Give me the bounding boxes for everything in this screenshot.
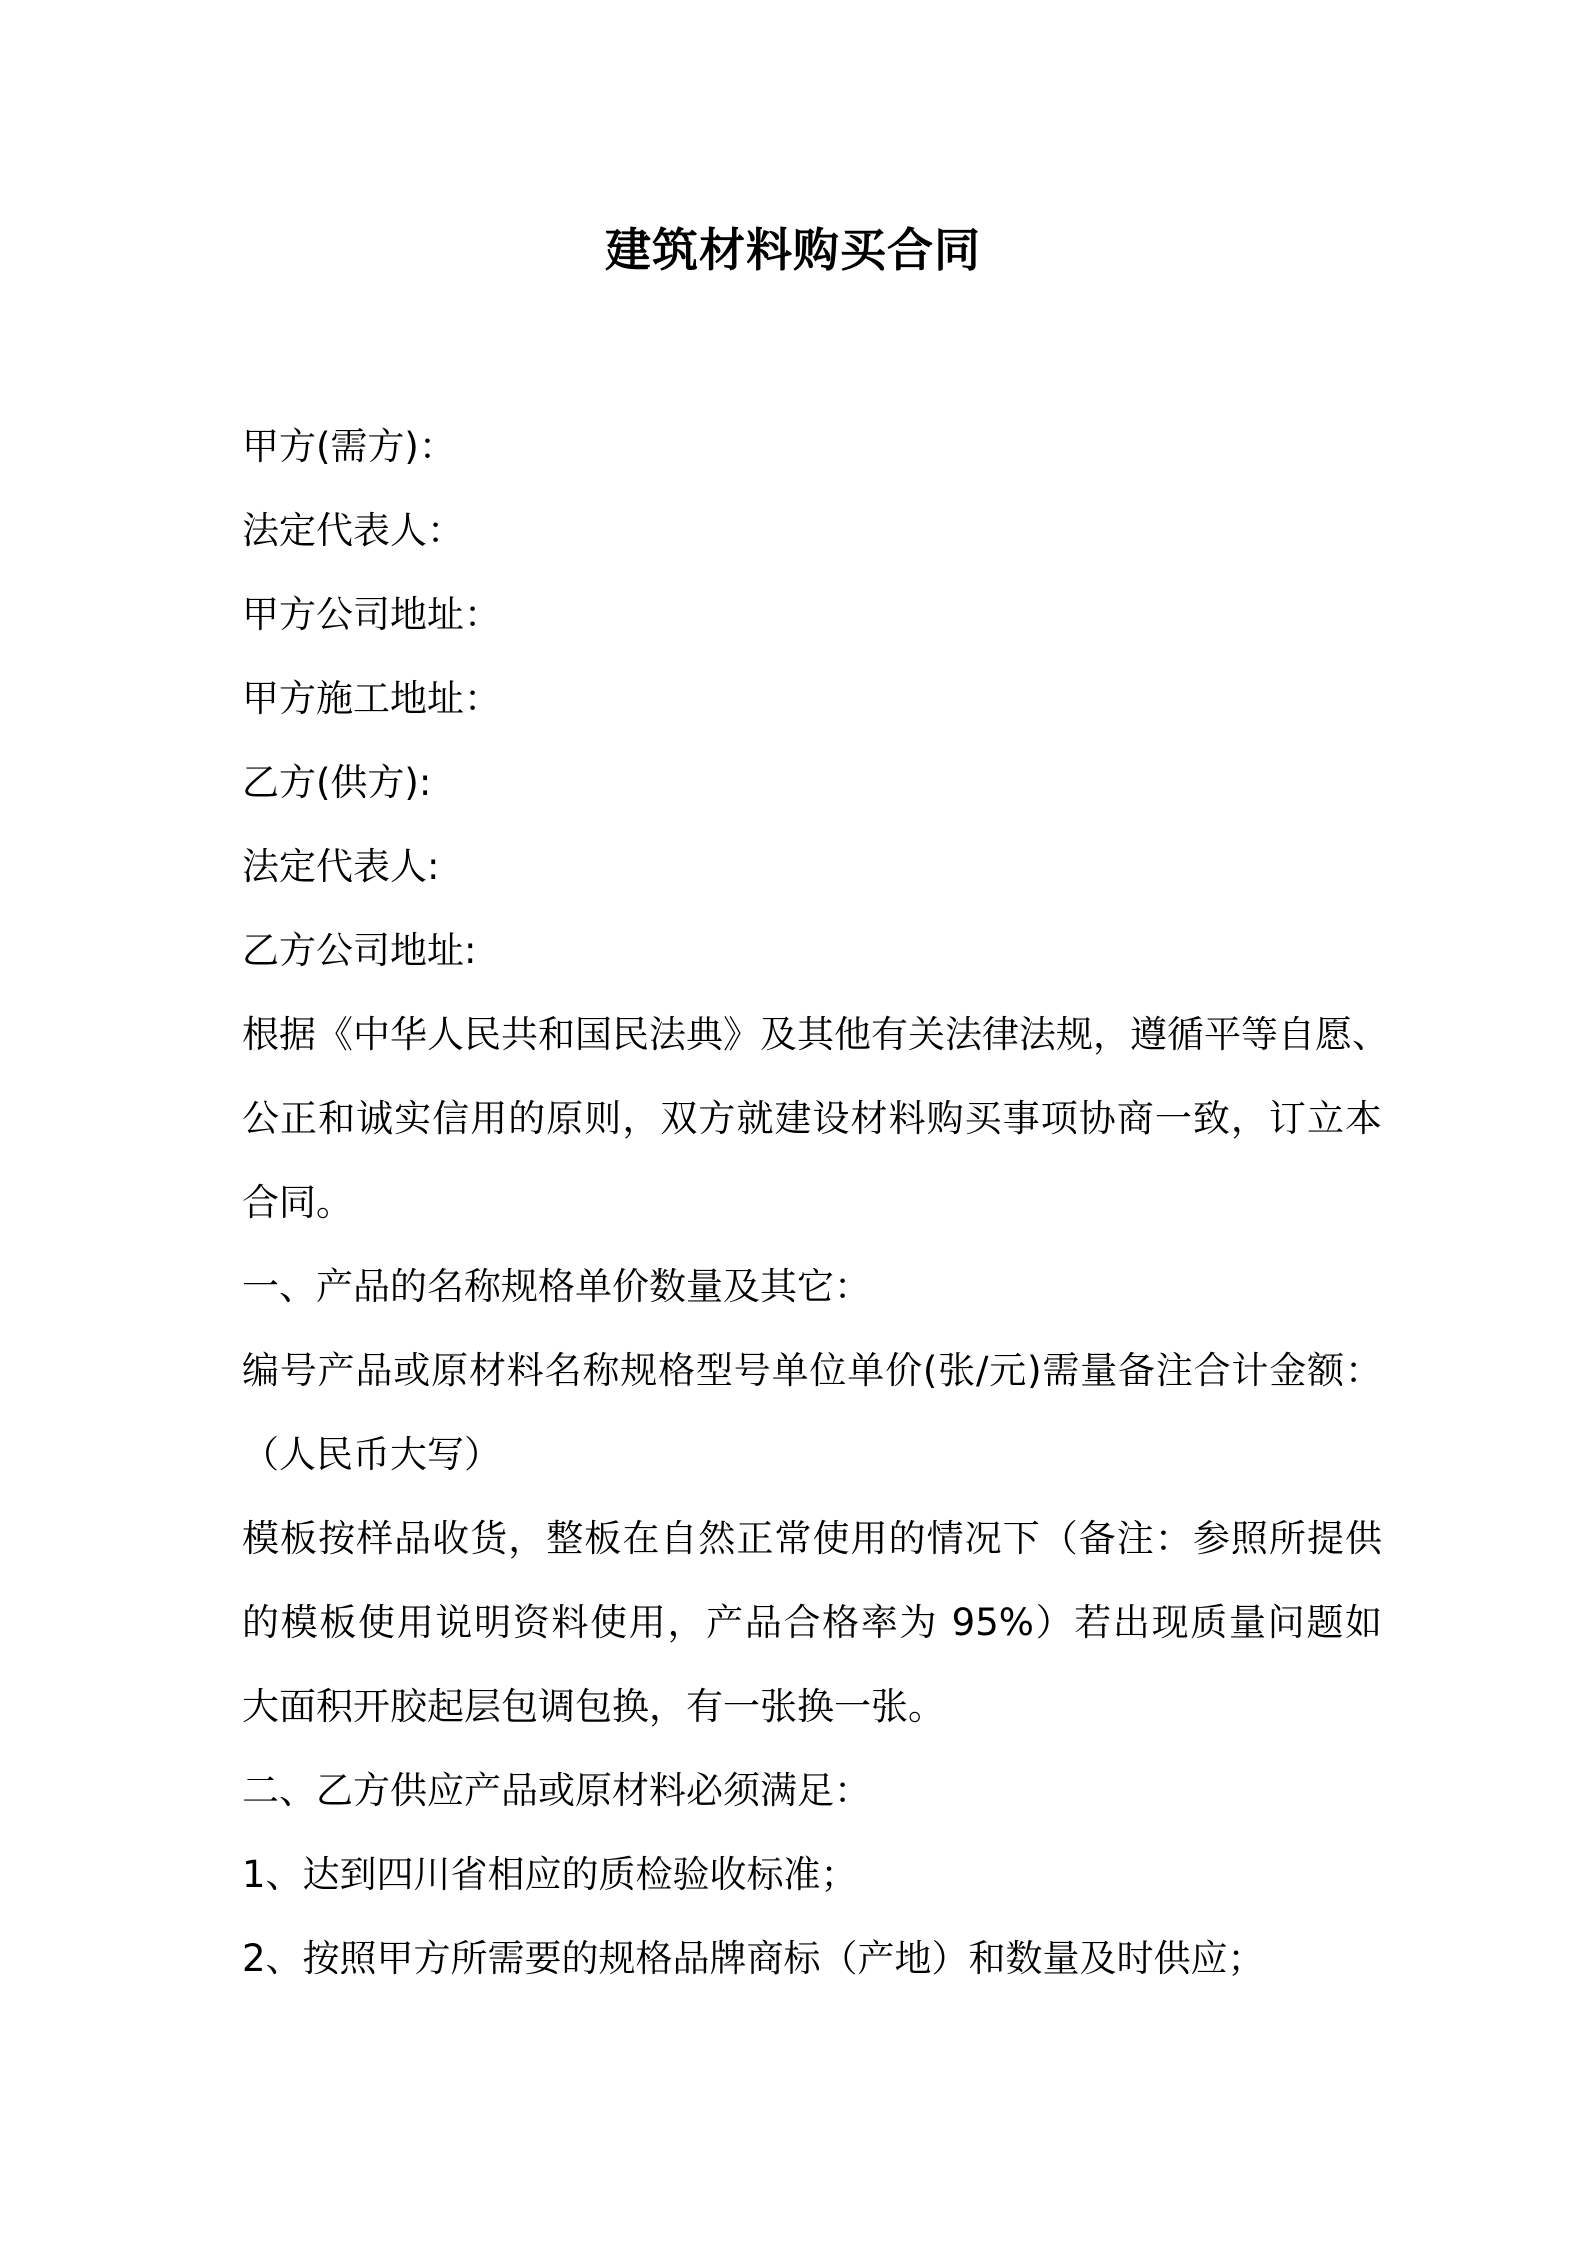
preamble-line-2: 公正和诚实信用的原则，双方就建设材料购买事项协商一致，订立本 xyxy=(242,1097,1382,1140)
product-table-header-line: 编号产品或原材料名称规格型号单位单价(张/元)需量备注合计金额： xyxy=(242,1349,1382,1392)
quality-paragraph-line-3: 大面积开胶起层包调包换，有一张换一张。 xyxy=(242,1685,945,1728)
preamble-line-1: 根据《中华人民共和国民法典》及其他有关法律法规，遵循平等自愿、 xyxy=(242,1013,1389,1056)
party-a-legal-rep-label: 法定代表人： xyxy=(242,509,464,552)
section-2-item-1: 1、达到四川省相应的质检验收标准； xyxy=(242,1853,858,1896)
preamble-line-3: 合同。 xyxy=(242,1181,353,1224)
quality-paragraph-line-2: 的模板使用说明资料使用，产品合格率为 95%）若出现质量问题如 xyxy=(242,1601,1382,1644)
party-a-label: 甲方(需方)： xyxy=(242,425,456,468)
quality-paragraph-line-1: 模板按样品收货，整板在自然正常使用的情况下（备注：参照所提供 xyxy=(242,1517,1382,1560)
section-2-item-2: 2、按照甲方所需要的规格品牌商标（产地）和数量及时供应； xyxy=(242,1937,1265,1980)
party-b-label: 乙方(供方): xyxy=(242,761,432,804)
party-b-company-address-label: 乙方公司地址: xyxy=(242,929,477,972)
party-a-company-address-label: 甲方公司地址： xyxy=(242,593,501,636)
section-2-heading: 二、乙方供应产品或原材料必须满足： xyxy=(242,1769,871,1812)
section-1-heading: 一、产品的名称规格单价数量及其它： xyxy=(242,1265,871,1308)
product-table-header-line-2: （人民币大写） xyxy=(242,1433,501,1476)
party-b-legal-rep-label: 法定代表人: xyxy=(242,845,440,888)
document-body xyxy=(242,405,1389,2001)
document-title: 建筑材料购买合同 xyxy=(605,223,981,277)
party-a-site-address-label: 甲方施工地址： xyxy=(242,677,501,720)
